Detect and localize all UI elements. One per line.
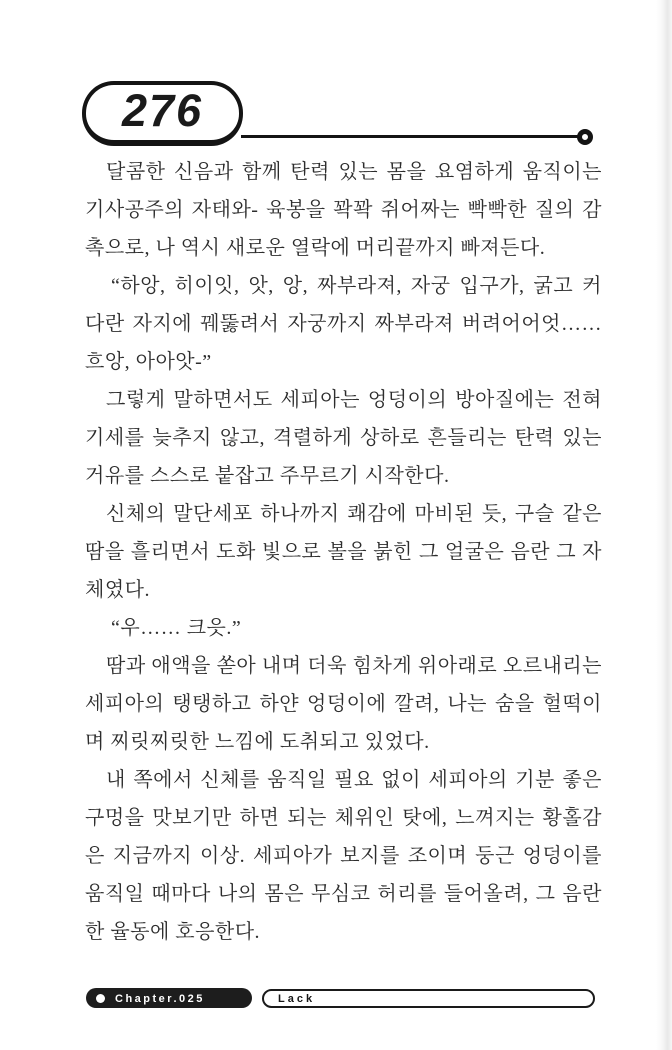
paragraph xyxy=(85,761,602,951)
text-line: “하앙, 히이잇, 앗, 앙, 짜부라져, 자궁 입구가, 굵고 커 xyxy=(111,275,602,297)
text-line: 체였다. xyxy=(85,579,150,601)
text-line: 땀을 흘리면서 도화 빛으로 볼을 붉힌 그 얼굴은 음란 그 자 xyxy=(85,541,602,563)
chapter-label: Chapter.025 xyxy=(115,992,205,1005)
text-line: “우…… 크읏.” xyxy=(111,617,242,639)
text-line: 다란 자지에 꿰뚫려서 자궁까지 짜부라져 버려어어엇…… xyxy=(85,313,602,335)
text-line: 세피아의 탱탱하고 하얀 엉덩이에 깔려, 나는 숨을 헐떡이 xyxy=(85,693,602,715)
text-line: 며 찌릿찌릿한 느낌에 도취되고 있었다. xyxy=(85,731,430,753)
text-line: 구멍을 맛보기만 하면 되는 체위인 탓에, 느껴지는 황홀감 xyxy=(85,807,602,829)
dot-icon xyxy=(96,994,105,1003)
chapter-badge xyxy=(86,988,252,1008)
text-line: 움직일 때마다 나의 몸은 무심코 허리를 들어올려, 그 음란 xyxy=(85,883,602,905)
text-line: 땀과 애액을 쏟아 내며 더욱 힘차게 위아래로 오르내리는 xyxy=(106,655,602,677)
text-line: 흐앙, 아아앗-” xyxy=(85,351,212,373)
ring-icon xyxy=(577,129,593,145)
paragraph xyxy=(85,495,602,609)
text-line: 신체의 말단세포 하나까지 쾌감에 마비된 듯, 구슬 같은 xyxy=(106,503,602,525)
page-number-badge xyxy=(82,81,243,146)
text-line: 그렇게 말하면서도 세피아는 엉덩이의 방아질에는 전혀 xyxy=(106,389,602,411)
author-badge xyxy=(262,989,595,1008)
paragraph xyxy=(85,267,602,381)
text-line: 달콤한 신음과 함께 탄력 있는 몸을 요염하게 움직이는 xyxy=(106,161,602,183)
text-line: 한 율동에 호응한다. xyxy=(85,921,261,943)
page-number: 276 xyxy=(121,85,204,136)
page-edge-shadow xyxy=(656,0,672,1050)
header-rule xyxy=(241,135,581,138)
paragraph xyxy=(85,609,602,647)
text-line: 은 지금까지 이상. 세피아가 보지를 조이며 둥근 엉덩이를 xyxy=(85,845,602,867)
text-line: 촉으로, 나 역시 새로운 열락에 머리끝까지 빠져든다. xyxy=(85,237,546,259)
body-text xyxy=(85,153,602,951)
paragraph xyxy=(85,381,602,495)
text-line: 내 쪽에서 신체를 움직일 필요 없이 세피아의 기분 좋은 xyxy=(106,769,602,791)
text-line: 기사공주의 자태와- 육봉을 꽉꽉 쥐어짜는 빡빡한 질의 감 xyxy=(85,199,602,221)
text-line: 거유를 스스로 붙잡고 주무르기 시작한다. xyxy=(85,465,450,487)
author-label: Lack xyxy=(278,992,316,1005)
text-line: 기세를 늦추지 않고, 격렬하게 상하로 흔들리는 탄력 있는 xyxy=(85,427,602,449)
paragraph xyxy=(85,647,602,761)
paragraph xyxy=(85,153,602,267)
